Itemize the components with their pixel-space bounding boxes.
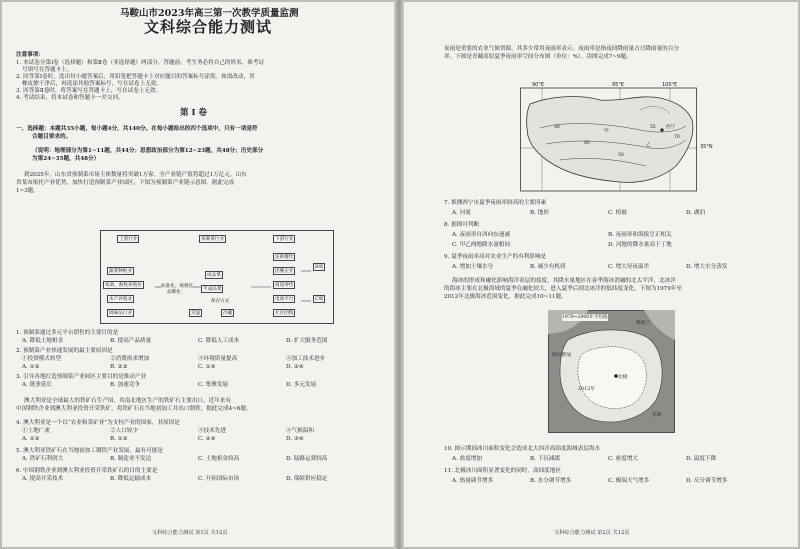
option: C. 集聚发展 <box>198 382 229 388</box>
instruction-line: 为第24~35题，共48分） <box>32 156 100 162</box>
place-label: 甲 <box>604 129 609 134</box>
option: A. 热量调节增多 <box>452 478 494 484</box>
question: 6. 中国钢铁企业到澳大利亚投资开采铁矿石的目的主要是 <box>16 468 158 474</box>
notice-line: 号填写在答题卡上。 <box>22 67 73 73</box>
upstream-item: 家禽、畜牧养殖业 <box>105 283 142 288</box>
option: C. 极端天气增多 <box>608 478 650 484</box>
option: ③环境质量提高 <box>198 356 238 362</box>
exam-page-left <box>2 2 394 547</box>
option: B. 制造业不发达 <box>110 456 152 462</box>
option: ④加工技术进步 <box>286 356 326 362</box>
map-label: 90°E <box>532 82 545 88</box>
option: A. 盐度增加 <box>452 456 482 462</box>
option: ②人口较少 <box>110 428 138 434</box>
option: C. 降低人工成本 <box>198 338 240 344</box>
question: 9. 夏季夜雨率高对农业生产的有利影响是 <box>444 254 547 260</box>
option: D. 河地的降水量高于丁地 <box>608 242 672 248</box>
isoline-label: 40 <box>584 141 590 146</box>
option: A. 河流 <box>452 210 471 216</box>
industry-chain-diagram <box>100 230 334 324</box>
downstream-item: 社区团购 <box>275 311 294 316</box>
option: B. 加速竞争 <box>110 382 141 388</box>
question: 10. 图示期间冰川面积变化会造成北大西洋高纬度海域表层海水 <box>444 446 601 452</box>
option: D. 湖泊 <box>686 210 706 216</box>
exam-page-right <box>404 2 798 547</box>
mid-item: 冷藏 <box>223 311 233 316</box>
upstream-item: 调味品行业 <box>109 311 132 316</box>
option: D. 保障供应稳定 <box>286 476 328 482</box>
option: B. 水分调节增多 <box>530 478 572 484</box>
map-label: 100°E <box>662 82 678 88</box>
passage-line: 海冰的形成和融化影响海洋表层的盐度，其降水量地区在春季海冰消融的北太平洋，北冰洋 <box>452 278 676 284</box>
passage-line: 澳大利亚是全球最大的铁矿石生产国，其南北地区生产的铁矿石主要出口，近年来有 <box>24 398 231 404</box>
mid-item: 半成品菜 <box>203 287 222 292</box>
notice-line: 4. 考试结束，将本试卷和答题卡一并交回。 <box>16 95 124 101</box>
option: C. ①④ <box>198 364 216 370</box>
downstream-label: 下游行业 <box>275 237 294 242</box>
arctic-label: 阿拉斯加 <box>552 353 572 358</box>
option: D. ③④ <box>286 436 304 442</box>
notice-label: 注意事项： <box>16 52 44 58</box>
option: A. ①② <box>22 436 40 442</box>
isoline-label: 55 <box>650 125 656 130</box>
side-tag: B端 <box>315 265 323 270</box>
downstream-item: 商超零售 <box>275 283 294 288</box>
passage-line: 夜雨是重要的农业气候资源，其多少常用夜雨率表示。夜雨率是指夜间降雨量占日降雨量的百分 <box>444 46 679 52</box>
upstream-item: 水产养殖业 <box>109 297 132 302</box>
side-tag: C端 <box>315 297 324 302</box>
option: ①土地广袤 <box>22 428 50 434</box>
exam-title-line2: 文科综合能力测试 <box>144 18 273 36</box>
map-label: 35°N <box>700 144 713 150</box>
diagram-connectors <box>101 231 333 323</box>
option: C. 甲乙两地降水量相同 <box>452 242 510 248</box>
mid-item: 成品菜 <box>207 273 221 278</box>
instruction-line: 合题目要求的。 <box>32 134 72 140</box>
option: B. 夜雨率和海拔呈正相关 <box>608 232 672 238</box>
notice-line: 1. 本试卷分第Ⅰ卷（选择题）和第Ⅱ卷（非选择题）两部分。答题前，考生务必将自己的姓名、准考证 <box>16 60 265 66</box>
option: B. ②③ <box>110 364 128 370</box>
arctic-legend: 1979~2000年平均值 <box>562 315 608 320</box>
city-label: 西宁 <box>666 125 676 130</box>
option: A. 降低土地租金 <box>22 338 64 344</box>
downstream-item: 团餐企业 <box>275 269 294 274</box>
upstream-label: 上游行业 <box>119 237 138 242</box>
plateau-night-rain-map <box>520 80 710 192</box>
mid-item: 保存方式 <box>211 299 230 304</box>
option: ②消费需求增加 <box>110 356 150 362</box>
option: C. ②④ <box>198 436 216 442</box>
instruction-line: 一、选择题：本题共35小题，每小题4分，共140分。在每小题给出的四个选项中，只有一项是符 <box>16 126 258 132</box>
option: A. 增加土壤水分 <box>452 264 494 270</box>
option: C. 密度增大 <box>608 456 639 462</box>
page-footer: 文科综合能力测试 第1页 共12页 <box>152 530 228 536</box>
option: B. 提高产品质量 <box>110 338 152 344</box>
passage-line: 率。下图是青藏高原夏季夜雨率空间分布图（单位：%）。读图完成7~9题。 <box>444 54 632 60</box>
notice-line: 2. 回答第Ⅰ卷时，选出每小题答案后，用铅笔把答题卡上对应题目的答案标号涂黑。如需改动，用 <box>16 74 255 80</box>
page-gutter <box>394 0 404 549</box>
midstream-label: 预制菜行业 <box>201 237 224 242</box>
option: A. ①② <box>22 364 40 370</box>
part1-heading: 第 Ⅰ 卷 <box>180 108 207 118</box>
arctic-label: 格陵兰 <box>636 321 651 326</box>
option: C. 土地租金较高 <box>198 456 240 462</box>
option: C. 开拓国际市场 <box>198 476 240 482</box>
page-footer: 文科综合能力测试 第2页 共12页 <box>554 530 630 536</box>
passage-line: 到2025年，山东省预制菜市场主体数量将突破1万家。全产业链产值将超过1万亿元。山东 <box>24 172 247 178</box>
option: B. 降低运输成本 <box>110 476 152 482</box>
option: D. ②④ <box>286 364 304 370</box>
isoline-label: 30 <box>554 125 560 130</box>
option: D. 多元发展 <box>286 382 317 388</box>
arctic-label: 亚洲 <box>652 413 662 418</box>
downstream-item: 电商平台 <box>275 297 294 302</box>
map-label: 95°E <box>612 82 625 88</box>
option: A. 链条延长 <box>22 382 52 388</box>
passage-line: 省某市依托产业优势，加快打造预制菜产业园区，下图为预制菜产业链示意图。据此完成 <box>16 180 235 186</box>
question: 4. 澳大利亚是一个以“农业和采矿业”为支柱产业的国家，其原因是 <box>16 420 180 426</box>
option: C. 植被 <box>608 210 627 216</box>
notice-line: 橡皮擦干净后，再选涂其他答案标号，写在试卷上无效。 <box>22 81 162 87</box>
downstream-item: 连锁餐饮 <box>275 255 294 260</box>
question: 5. 澳大利亚铁矿石在当地初加工钢铁产业发展，最有可能是 <box>16 448 163 454</box>
option: B. 地形 <box>530 210 549 216</box>
mid-center-text: 品牌化 <box>167 290 181 295</box>
arctic-label: 北极 <box>618 375 628 380</box>
passage-line: 中国钢铁企业到澳大利亚投资开采铁矿，将铁矿石在当地初加工并出口钢铁。据此完成4~6题。 <box>16 406 252 412</box>
isoline-label: 50 <box>618 153 624 158</box>
option: C. 增大昼夜温差 <box>608 264 650 270</box>
option: ①投资模式转型 <box>22 356 62 362</box>
option: A. 提高开采技术 <box>22 476 64 482</box>
passage-line: 2012年北极海冰范围变化。据此完成10~11题。 <box>444 294 567 300</box>
mid-item: 常温 <box>191 311 201 316</box>
upstream-item: 蔬菜种植业 <box>109 269 132 274</box>
question: 1. 预制菜通过多元平台销售的主要目的是 <box>16 330 119 336</box>
exam-title-line1: 马鞍山市2023年高三第一次教学质量监测 <box>120 8 299 19</box>
mid-center-text: 标准化、规模化、 <box>161 284 198 289</box>
option: D. 增大水分蒸发 <box>686 264 728 270</box>
arctic-label: 2012年 <box>578 387 596 392</box>
option: A. 铁矿石利润大 <box>22 456 64 462</box>
option: B. ①③ <box>110 436 128 442</box>
passage-line: 1~3题。 <box>16 188 39 194</box>
place-label: 乙 <box>646 143 651 148</box>
notice-line: 3. 回答第Ⅱ卷时，将答案写在答题卡上，写在试卷上无效。 <box>16 88 162 94</box>
question: 2. 预制菜产业快速发展的最主要原因是 <box>16 348 113 354</box>
option: A. 夜雨率自西向东递减 <box>452 232 510 238</box>
option: D. 扩大服务范围 <box>286 338 328 344</box>
question: 11. 北极冰川面积显著变化的同时，高纬度地区 <box>444 468 561 474</box>
instruction-line: （说明：地理部分为第1~11题，共44分；思想政治部分为第12~23题，共48分；历史部分 <box>32 148 264 154</box>
passage-line: 的海冰主要在北极海域的夏季在融化较大，进入夏季后到北冰洋的低纬度变化，下图为1979年至 <box>444 286 682 292</box>
option: B. 下沉减缓 <box>530 456 561 462</box>
option: D. 温度下降 <box>686 456 717 462</box>
question: 7. 推测西宁市夏季夜雨率较高的主要因素 <box>444 200 547 206</box>
question: 3. 引导各地打造预制菜产业园区主要目的是推动产业 <box>16 374 147 380</box>
question: 8. 据图可判断 <box>444 222 480 228</box>
option: D. 反分调节增多 <box>686 478 728 484</box>
option: B. 减少有机质 <box>530 264 566 270</box>
isoline-label: 70 <box>674 135 680 140</box>
option: D. 陆路运费较高 <box>286 456 328 462</box>
option: ④气候温和 <box>286 428 314 434</box>
option: ③技术先进 <box>198 428 226 434</box>
